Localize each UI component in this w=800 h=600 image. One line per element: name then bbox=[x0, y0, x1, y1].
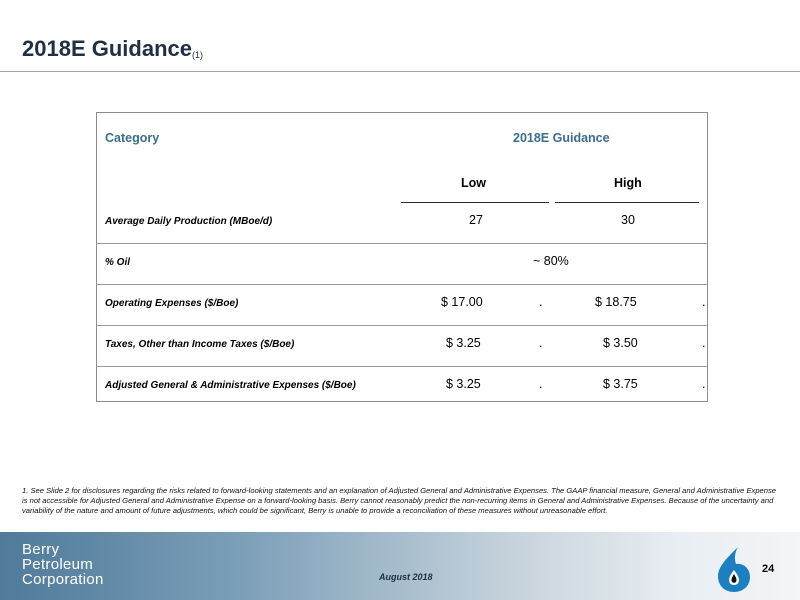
low-value: $ 17.00 bbox=[441, 295, 483, 309]
slide-date: August 2018 bbox=[379, 572, 433, 582]
table-row bbox=[97, 203, 707, 243]
company-logo bbox=[22, 542, 104, 587]
combined-value: ~ 80% bbox=[533, 254, 569, 268]
slide-title-wrap bbox=[22, 36, 203, 62]
row-label: % Oil bbox=[105, 257, 131, 268]
high-value: $ 3.50 bbox=[603, 336, 638, 350]
guidance-header: 2018E Guidance bbox=[513, 131, 610, 145]
low-suffix: . bbox=[539, 336, 543, 350]
title-footnote-ref: (1) bbox=[191, 50, 203, 60]
high-suffix: . bbox=[702, 295, 706, 309]
page-number: 24 bbox=[762, 563, 775, 575]
slide-title: 2018E Guidance$_{(1)}$ bbox=[22, 36, 203, 61]
low-value: 27 bbox=[469, 213, 483, 227]
row-label: Taxes, Other than Income Taxes ($/Boe) bbox=[105, 339, 295, 350]
high-suffix: . bbox=[702, 336, 706, 350]
row-label: Operating Expenses ($/Boe) bbox=[105, 298, 239, 309]
low-value: $ 3.25 bbox=[446, 336, 481, 350]
low-header: Low bbox=[461, 176, 486, 190]
logo-line-1: Berry bbox=[22, 541, 60, 558]
logo-line-3: Corporation bbox=[22, 571, 104, 588]
high-value: 30 bbox=[621, 213, 635, 227]
footnote: 1. See Slide 2 for disclosures regarding the risks related to forward-looking statements and an explanation of Adjusted General and Administrative Expenses. The GAAP financial measure, General and Administrative Expense is not accessible for Adjusted General and Administrative Expense on a forward-looking basis. Berry cannot reasonably predict the non-recurring items in General and Administrative Expenses. Because of the uncertainty and variability of the nature and amount of future adjustments, which could be significant, Berry is unable to provide a reconciliation of these measures without unreasonable effort. bbox=[22, 486, 777, 515]
low-suffix: . bbox=[539, 377, 543, 391]
high-header: High bbox=[614, 176, 642, 190]
title-divider bbox=[0, 71, 800, 72]
row-label: Average Daily Production (MBoe/d) bbox=[105, 216, 273, 227]
high-value: $ 18.75 bbox=[595, 295, 637, 309]
high-value: $ 3.75 bbox=[603, 377, 638, 391]
low-value: $ 3.25 bbox=[446, 377, 481, 391]
table-row bbox=[97, 285, 707, 325]
oil-drop-logo-icon bbox=[712, 544, 756, 594]
table-row bbox=[97, 326, 707, 366]
logo-line-2: Petroleum bbox=[22, 556, 94, 573]
table-row bbox=[97, 244, 707, 284]
guidance-table bbox=[96, 112, 708, 402]
row-label: Adjusted General & Administrative Expenses ($/Boe) bbox=[105, 380, 356, 391]
low-suffix: . bbox=[539, 295, 543, 309]
table-row bbox=[97, 367, 707, 407]
category-header: Category bbox=[105, 131, 160, 145]
high-suffix: . bbox=[702, 377, 706, 391]
footer-bar bbox=[0, 532, 800, 600]
